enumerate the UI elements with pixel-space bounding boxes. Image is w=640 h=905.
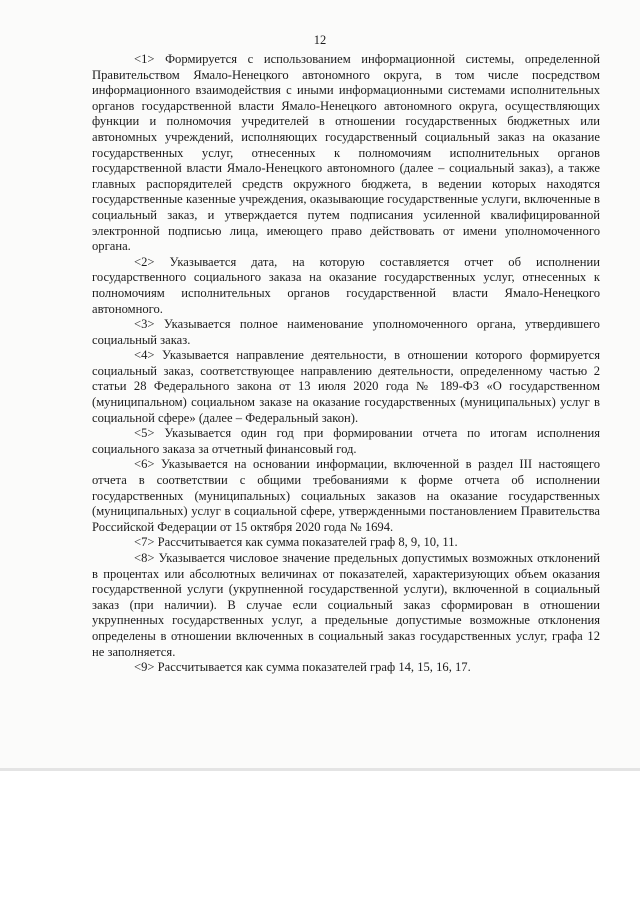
footnote-text: Указывается направление деятельности, в отношении которого формируется социальный заказ, соответствующее направлению деятельности, определенному частью 2 статьи 28 Федерального закона от 13 июля 2020 года № 189-ФЗ «О государственном (муниципальном) социальном заказе на оказание государственных (муниципальных) услуг в социальной сфере» (далее – Федеральный закон). — [92, 348, 600, 425]
footnote-marker: <1> — [134, 52, 155, 66]
footnote-text: Формируется с использованием информационной системы, определенной Правительством Ямало-Ненецкого автономного округа, в том числе посредством информационного взаимодействия с иными информационными системами исполнительных органов государственной власти Ямало-Ненецкого автономного округа, осуществляющих функции и полномочия учредителей в отношении государственных бюджетных или автономных учреждений, исполняющих государственный социальный заказ на оказание государственных услуг, отнесенных к полномочиям исполнительных органов государственной власти Ямало-Ненецкого автономного (далее – социальный заказ), а также главных распорядителей средств окружного бюджета, в ведении которых находятся государственные казенные учреждения, оказывающие государственные услуги, включенные в социальный заказ, и утверждается путем подписания усиленной квалифицированной электронной подписью лица, имеющего право действовать от имени уполномоченного органа. — [92, 52, 600, 254]
footnote-3 — [92, 317, 600, 348]
footnote-marker: <5> — [134, 426, 155, 441]
footnote-text: Указывается дата, на которую составляется отчет об исполнении государственного социального заказа на оказание государственных услуг, отнесенных к полномочиям исполнительных органов государственной власти Ямало-Ненецкого автономного. — [92, 254, 600, 316]
footnote-text: Указывается числовое значение предельных допустимых возможных отклонений в процентах или абсолютных величинах от показателей, характеризующих объем оказания государственной услуги (укрупненной государственной услуги), включенной в социальный заказ (при наличии). В случае если социальный заказ сформирован в отношении укрупненных государственных услуг, а предельные допустимые возможные отклонения определены в отношении включенных в социальный заказ государственных услуг, графа 12 не заполняется. — [92, 551, 600, 659]
footnote-marker: <4> — [134, 348, 155, 363]
footnotes-section — [92, 52, 600, 676]
footnote-marker: <8> — [134, 551, 155, 565]
footnote-text: Указывается один год при формировании отчета по итогам исполнения социального заказа за отчетный финансовый год. — [92, 426, 600, 456]
footnote-marker: <7> — [134, 535, 155, 550]
footnote-marker: <3> — [134, 317, 155, 332]
footnote-6 — [92, 457, 600, 535]
footnote-8 — [92, 551, 600, 660]
footnote-text: Рассчитывается как сумма показателей граф 8, 9, 10, 11. — [157, 535, 458, 550]
footnote-9 — [92, 660, 600, 676]
footnote-4 — [92, 348, 600, 426]
footnote-marker: <2> — [134, 254, 155, 269]
footnote-marker: <6> — [134, 457, 155, 472]
footnote-5 — [92, 426, 600, 457]
footnote-2 — [92, 255, 600, 317]
footnote-text: Указывается полное наименование уполномоченного органа, утвердившего социальный заказ. — [92, 317, 600, 347]
footnote-text: Указывается на основании информации, включенной в раздел III настоящего отчета в соответствии с общими требованиями к форме отчета об исполнении государственных (муниципальных) социальных заказов на оказание государственных (муниципальных) услуг в социальной сфере, утвержденными постановлением Правительства Российской Федерации от 15 октября 2020 года № 1694. — [92, 457, 600, 534]
footnote-7 — [92, 535, 600, 551]
page-number: 12 — [313, 33, 327, 47]
footnote-marker: <9> — [134, 660, 155, 675]
scan-edge-divider — [0, 768, 640, 771]
footnote-text: Рассчитывается как сумма показателей граф 14, 15, 16, 17. — [157, 660, 471, 675]
footnote-1 — [92, 52, 600, 255]
